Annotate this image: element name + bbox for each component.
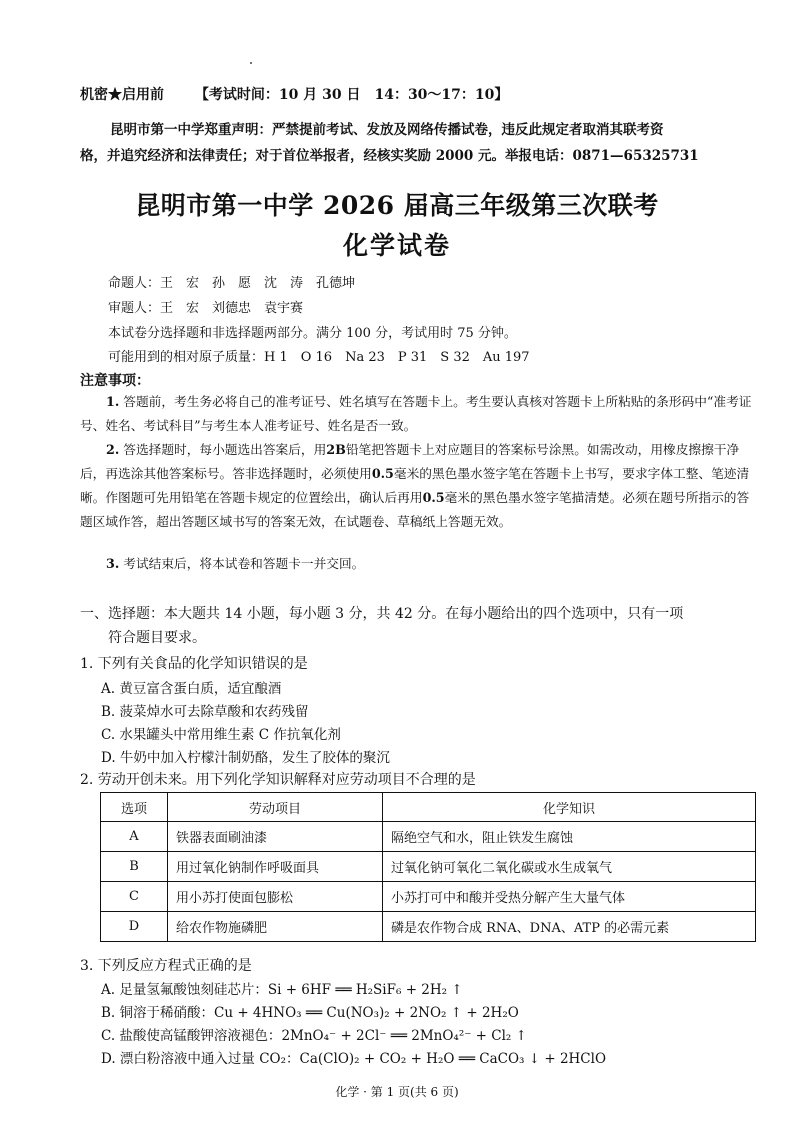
table-cell-labor: 铁器表面刷油漆 xyxy=(168,822,383,852)
table-cell-labor: 用小苏打使面包膨松 xyxy=(168,882,383,912)
header-line xyxy=(80,84,508,104)
q3-option-c xyxy=(101,1024,527,1044)
q3-option-a-equation: Si + 6HF ══ H₂SiF₆ + 2H₂ ↑ xyxy=(267,982,463,998)
table-cell-labor: 给农作物施磷肥 xyxy=(168,912,383,942)
note-2-text-b: 铅笔把答题卡上对应题目的答案标号涂黑。如需改动，用橡皮擦擦干净后，再选涂其他答案标号。答非选择题时，必须使用 xyxy=(80,442,740,481)
q3-option-d-label: D. 漂白粉溶液中通入过量 CO₂： xyxy=(101,1051,300,1067)
section-heading xyxy=(80,602,760,650)
question-2-stem: 2. 劳动开创未来。用下列化学知识解释对应劳动项目不合理的是 xyxy=(80,772,476,788)
q3-option-a-label: A. 足量氢氟酸蚀刻硅芯片： xyxy=(101,982,268,998)
table-cell-option: B xyxy=(101,852,168,882)
q3-option-d xyxy=(101,1047,606,1067)
section-line-2: 符合题目要求。 xyxy=(108,630,206,646)
q3-option-a xyxy=(101,978,463,998)
exam-description: 本试卷分选择题和非选择题两部分。满分 100 分，考试用时 75 分钟。 xyxy=(108,326,517,341)
note-3-text: 考试结束后，将本试卷和答题卡一并交回。 xyxy=(123,556,365,571)
note-2-mm-2: 0.5 xyxy=(422,490,445,505)
note-2-pencil: 2B xyxy=(326,442,346,457)
statement-line-2: 格，并追究经济和法律责任；对于首位举报者，经核实奖励 2000 元。举报电话：0871—65325731 xyxy=(80,148,699,164)
q1-option-b: B. 菠菜焯水可去除草酸和农药残留 xyxy=(101,704,309,720)
q3-option-c-label: C. 盐酸使高锰酸钾溶液褪色： xyxy=(101,1028,282,1044)
q1-option-a: A. 黄豆富含蛋白质，适宜酿酒 xyxy=(101,681,282,697)
table-cell-option: C xyxy=(101,882,168,912)
q3-option-d-equation: Ca(ClO)₂ + CO₂ + H₂O ══ CaCO₃ ↓ + 2HClO xyxy=(299,1051,607,1067)
exam-title: 昆明市第一中学 2026 届高三年级第三次联考 xyxy=(135,191,659,220)
question-1-stem: 1. 下列有关食品的化学知识错误的是 xyxy=(80,656,308,672)
note-1 xyxy=(80,390,756,438)
section-line-1: 一、选择题：本大题共 14 小题，每小题 3 分，共 42 分。在每小题给出的四个选项中，只有一项 xyxy=(80,606,684,622)
table-cell-knowledge: 磷是农作物合成 RNA、DNA、ATP 的必需元素 xyxy=(383,912,756,942)
notes-heading: 注意事项： xyxy=(80,373,150,389)
table-row xyxy=(101,852,756,882)
exam-subject-title: 化学试卷 xyxy=(342,231,451,260)
q2-table xyxy=(100,792,756,942)
table-cell-knowledge: 小苏打可中和酸并受热分解产生大量气体 xyxy=(383,882,756,912)
note-2-text-c: 毫米的黑色墨水签字笔在答题卡上书写，要求字体工整、笔迹清晰。作图题可先用铅笔在答题卡规定的位置绘出，确认后再用 xyxy=(80,466,750,505)
question-3-stem: 3. 下列反应方程式正确的是 xyxy=(80,958,252,974)
table-cell-option: A xyxy=(101,822,168,852)
q3-option-b-label: B. 铜溶于稀硝酸： xyxy=(101,1005,215,1021)
q3-option-c-equation: 2MnO₄⁻ + 2Cl⁻ ══ 2MnO₄²⁻ + Cl₂ ↑ xyxy=(281,1028,527,1044)
table-row xyxy=(101,822,756,852)
note-2 xyxy=(80,438,756,534)
table-header-option: 选项 xyxy=(101,793,168,822)
scan-dot xyxy=(250,62,252,64)
q1-option-c: C. 水果罐头中常用维生素 C 作抗氧化剂 xyxy=(101,727,341,743)
table-cell-labor: 用过氧化钠制作呼吸面具 xyxy=(168,852,383,882)
table-cell-knowledge: 隔绝空气和水，阻止铁发生腐蚀 xyxy=(383,822,756,852)
note-3 xyxy=(80,552,756,576)
note-2-text-a: 答选择题时，每小题选出答案后，用 xyxy=(123,442,327,457)
table-row xyxy=(101,912,756,942)
reviewers: 审题人：王 宏 刘德忠 袁宇赛 xyxy=(108,301,304,316)
statement-line-1: 昆明市第一中学郑重声明：严禁提前考试、发放及网络传播试卷，违反此规定者取消其联考资 xyxy=(110,122,664,138)
table-header-labor: 劳动项目 xyxy=(168,793,383,822)
note-2-number: 2. xyxy=(106,442,120,457)
page-footer: 化学 · 第 1 页(共 6 页) xyxy=(335,1085,459,1099)
q1-option-d: D. 牛奶中加入柠檬汁制奶酪，发生了胶体的聚沉 xyxy=(101,750,390,766)
q3-option-b-equation: Cu + 4HNO₃ ══ Cu(NO₃)₂ + 2NO₂ ↑ + 2H₂O xyxy=(214,1005,519,1021)
note-1-number: 1. xyxy=(106,394,120,409)
table-cell-knowledge: 过氧化钠可氧化二氧化碳或水生成氧气 xyxy=(383,852,756,882)
table-cell-option: D xyxy=(101,912,168,942)
atomic-mass: 可能用到的相对原子质量：H 1 O 16 Na 23 P 31 S 32 Au 197 xyxy=(108,350,530,365)
table-header-knowledge: 化学知识 xyxy=(383,793,756,822)
table-header-row xyxy=(101,793,756,822)
note-3-number: 3. xyxy=(106,556,120,571)
table-row xyxy=(101,882,756,912)
note-1-text: 答题前，考生务必将自己的准考证号、姓名填写在答题卡上。考生要认真核对答题卡上所粘贴的条形码中“准考证号、姓名、考试科目”与考生本人准考证号、姓名是否一致。 xyxy=(80,394,752,433)
note-2-text-d: 毫米的黑色墨水签字笔描清楚。必须在题号所指示的答题区域作答，超出答题区域书写的答案无效，在试题卷、草稿纸上答题无效。 xyxy=(80,490,750,529)
q3-option-b xyxy=(101,1001,519,1021)
exam-time: 【考试时间：10 月 30 日 14：30～17：10】 xyxy=(194,87,509,103)
note-2-mm-1: 0.5 xyxy=(371,466,394,481)
confidential-label: 机密★启用前 xyxy=(80,87,164,103)
authors: 命题人：王 宏 孙 愿 沈 涛 孔德坤 xyxy=(108,276,356,291)
